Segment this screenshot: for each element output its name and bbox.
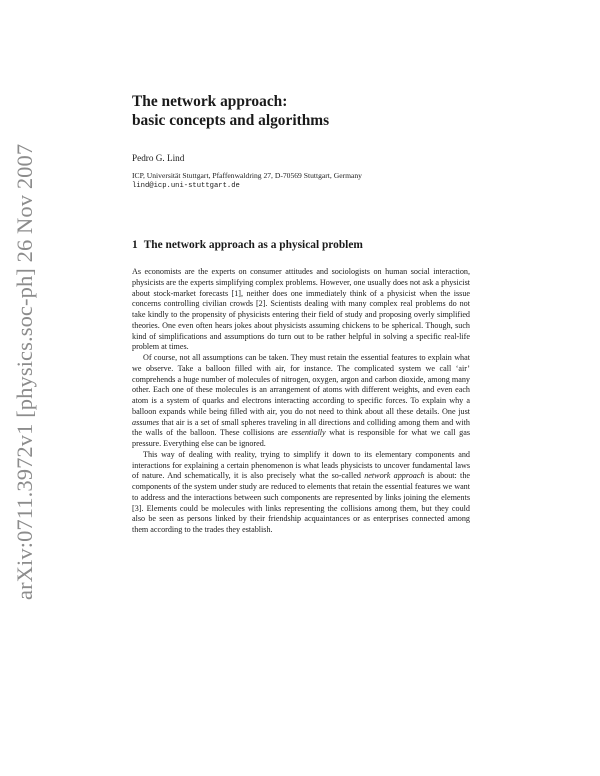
- section-number: 1: [132, 239, 138, 251]
- section-body: [132, 267, 470, 536]
- arxiv-identifier-stamp: arXiv:0711.3972v1 [physics.soc-ph] 26 Nov 2007: [12, 143, 37, 600]
- affiliation-block: [132, 170, 362, 192]
- section-heading: [132, 238, 363, 252]
- paper-title-line-2: basic concepts and algorithms: [132, 112, 330, 129]
- paper-title: [132, 92, 470, 130]
- author-name: Pedro G. Lind: [132, 153, 185, 163]
- paragraph-3-emphasis-network-approach: network approach: [364, 471, 425, 481]
- affiliation: ICP, Universität Stuttgart, Pfaffenwaldring 27, D-70569 Stuttgart, Germany: [132, 171, 362, 180]
- paragraph-1: As economists are the experts on consumer attitudes and sociologists on human social interaction, physicists are the experts simplifying complex problems. However, one usually does not ask a physicist about stock-market forecasts [1], neither does one immediately think of a physicist when the issue concerns controlling civilian crowds [2]. Scientists dealing with many complex real problems do not take kindly to the propensity of physicists entering their field of study and proposing overly simplified theories. One even often hears jokes about physicists assuming chickens to be spherical. Though, such kind of simplifications and assumptions do turn out to be rather helpful in solving a specific real-life problem at times.: [132, 267, 470, 352]
- section-title: The network approach as a physical problem: [143, 239, 363, 251]
- author-email: lind@icp.uni-stuttgart.de: [132, 182, 240, 190]
- paragraph-2-emphasis-assumes: assumes: [132, 417, 160, 427]
- paper-page: [132, 92, 470, 534]
- paragraph-2-part-b: that air is a set of small spheres traveling in all directions and colliding among them and with the walls of the balloon. These collisions are: [132, 417, 470, 438]
- paragraph-2-part-a: Of course, not all assumptions can be taken. They must retain the essential features to explain what we observe. Take a balloon filled with air, for instance. The complicated system we call ‘air’ comprehends a huge number of molecules of nitrogen, oxygen, argon and carbon dioxide, among many other. Each one of these molecules is an arrangement of atoms with different weights, and even each atom is a system of quarks and electrons interacting according to specific forces. To explain why a balloon expands while being filled with air, you do not need to think about all these details. One just: [132, 353, 470, 416]
- paragraph-2-emphasis-essentially: essentially: [291, 428, 326, 438]
- paper-title-line-1: The network approach:: [132, 93, 288, 110]
- paragraph-3-part-a: This way of dealing with reality, trying to simplify it down to its elementary components and interactions for explaining a certain phenomenon is what leads physicists to uncover fundamental laws of nature. And schematically, it is also precisely what the so-called: [132, 449, 470, 481]
- paragraph-3-part-b: is about: the components of the system under study are reduced to elements that retain the essential features we want to address and the interactions between such components are represented by links joining the elements [3]. Elements could be molecules with links representing the collisions among them, but they could also be seen as persons linked by their friendship acquaintances or as enterprises connected among them according to the trades they establish.: [132, 471, 470, 534]
- paragraph-2: [132, 353, 470, 450]
- paragraph-2-part-c: what is responsible for what we call gas pressure. Everything else can be ignored.: [132, 428, 470, 448]
- paragraph-3: [132, 450, 470, 536]
